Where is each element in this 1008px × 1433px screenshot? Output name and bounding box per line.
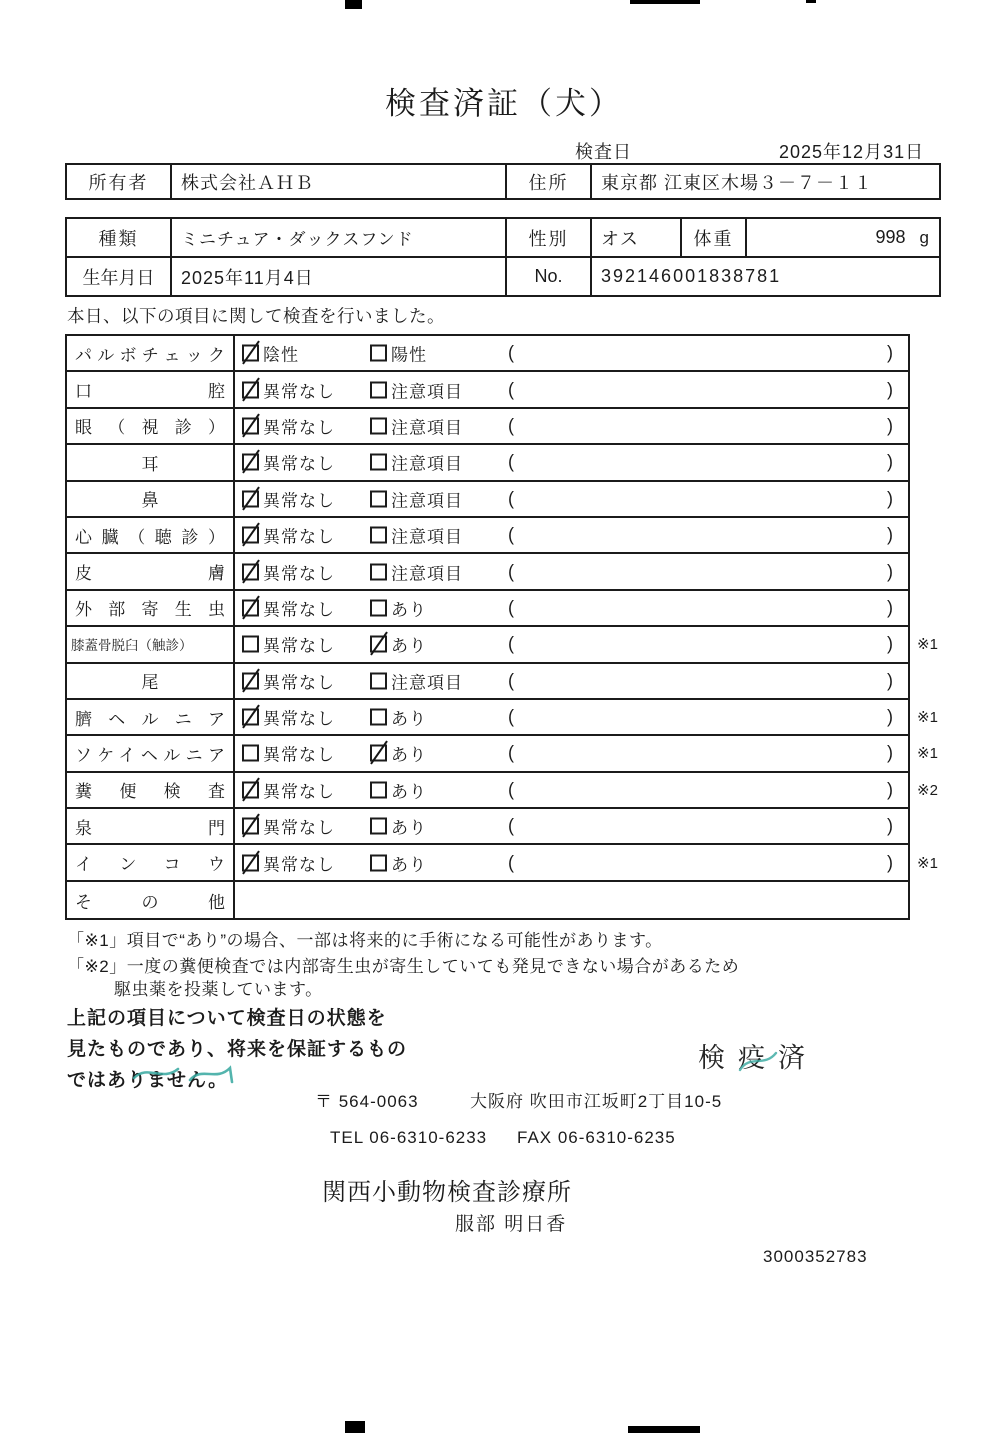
inspection-item-label-text: 泉門 — [75, 818, 225, 838]
checkbox-option — [370, 413, 463, 438]
inspection-item-label — [67, 664, 235, 698]
scan-artifact — [806, 0, 816, 3]
inspection-item-label — [67, 845, 235, 879]
footnote-ref: ※1 — [917, 745, 938, 763]
checkbox-icon — [370, 781, 387, 798]
inspection-row — [67, 482, 908, 518]
handwritten-check-mark — [370, 741, 388, 765]
result-paren-open: ( — [508, 415, 514, 436]
checkbox-option-label: 異常なし — [263, 818, 335, 838]
result-paren-close: ) — [887, 852, 893, 873]
result-paren-close: ) — [887, 379, 893, 400]
footnote-ref: ※1 — [917, 636, 938, 654]
result-paren-close: ) — [887, 597, 893, 618]
result-paren-close: ) — [887, 342, 893, 363]
checkbox-option — [242, 777, 335, 802]
inspection-item-label-text: パルボチェック — [75, 345, 225, 365]
checkbox-option — [370, 486, 463, 511]
result-paren-close: ) — [887, 670, 893, 691]
weight-label: 体重 — [682, 219, 747, 256]
inspection-row-content — [235, 336, 908, 370]
inspection-row — [67, 845, 938, 881]
inspection-row — [67, 809, 908, 845]
clinic-postal-code: 〒 564-0063 — [315, 1092, 419, 1111]
weight-value: 998 — [875, 227, 906, 247]
checkbox-option-label: 異常なし — [263, 709, 335, 729]
checkbox-icon — [242, 745, 259, 762]
checkbox-option-label: 異常なし — [263, 600, 335, 620]
result-paren-close: ) — [887, 779, 893, 800]
handwritten-check-mark — [242, 668, 260, 692]
checkbox-option — [242, 413, 335, 438]
checkbox-icon — [242, 345, 259, 362]
inspection-table — [65, 334, 938, 920]
result-paren-close: ) — [887, 633, 893, 654]
inspection-item-label — [67, 554, 235, 588]
checkbox-option — [370, 595, 427, 620]
checkbox-icon — [370, 345, 387, 362]
inspection-item-label — [67, 773, 235, 807]
checkbox-option — [242, 741, 335, 766]
result-paren-open: ( — [508, 633, 514, 654]
checkbox-option — [370, 523, 463, 548]
inspection-item-label-text: 皮膚 — [75, 564, 225, 584]
inspection-date-value: 2025年12月31日 — [779, 142, 925, 162]
inspection-item-label — [67, 627, 235, 661]
owner-label: 所有者 — [67, 165, 172, 198]
weight-value-cell — [747, 219, 939, 256]
checkbox-icon — [370, 417, 387, 434]
checkbox-option — [242, 486, 335, 511]
owner-table — [65, 163, 941, 200]
quarantine-stamp-text: 検疫済 — [698, 1043, 818, 1073]
checkbox-icon — [370, 636, 387, 653]
inspection-row — [67, 409, 908, 445]
checkbox-option-label: あり — [391, 782, 427, 802]
checkbox-icon — [242, 781, 259, 798]
checkbox-option — [242, 632, 335, 657]
inspection-item-label-text: 尾 — [141, 673, 159, 693]
checkbox-icon — [242, 381, 259, 398]
checkbox-icon — [242, 709, 259, 726]
no-value: 392146001838781 — [601, 266, 782, 286]
checkbox-icon — [370, 527, 387, 544]
owner-value: 株式会社ＡＨＢ — [172, 165, 507, 198]
checkbox-option-label: 注意項目 — [391, 491, 463, 511]
checkbox-option-label: あり — [391, 818, 427, 838]
inspection-row-content — [235, 700, 938, 734]
checkbox-option — [370, 741, 427, 766]
handwritten-check-mark — [242, 341, 260, 365]
checkbox-option-label: あり — [391, 709, 427, 729]
checkbox-icon — [242, 818, 259, 835]
breed-value: ミニチュア・ダックスフンド — [172, 219, 507, 256]
inspection-row — [67, 664, 908, 700]
checkbox-option-label: 異常なし — [263, 636, 335, 656]
handwritten-check-mark — [242, 705, 260, 729]
footnote-1: 「※1」項目で“あり”の場合、一部は将来的に手術になる可能性があります。 — [67, 931, 663, 950]
result-paren-open: ( — [508, 852, 514, 873]
inspection-item-label-text: インコウ — [75, 855, 225, 875]
inspection-date-label: 検査日 — [575, 142, 632, 162]
footnote-ref: ※2 — [917, 781, 938, 799]
result-paren-open: ( — [508, 379, 514, 400]
checkbox-option — [242, 523, 335, 548]
checkbox-option-label: 異常なし — [263, 454, 335, 474]
result-paren-close: ) — [887, 742, 893, 763]
inspection-item-label-text: 膝蓋骨脱臼（触診） — [71, 638, 193, 654]
checkbox-option-label: あり — [391, 745, 427, 765]
result-paren-open: ( — [508, 561, 514, 582]
handwritten-check-mark — [242, 777, 260, 801]
inspection-item-label-text: 臍ヘルニア — [75, 709, 225, 729]
result-paren-open: ( — [508, 597, 514, 618]
address-label: 住所 — [507, 165, 592, 198]
inspection-item-label-text: 耳 — [141, 454, 159, 474]
clinic-tel: TEL 06-6310-6233 — [330, 1128, 488, 1147]
checkbox-icon — [370, 563, 387, 580]
inspection-row — [67, 554, 908, 590]
pet-info-table — [65, 217, 941, 297]
scan-artifact — [345, 0, 362, 9]
checkbox-icon — [242, 672, 259, 689]
inspection-row-content — [235, 518, 908, 552]
footnote-2: 「※2」一度の糞便検査では内部寄生虫が寄生していても発見できない場合があるため — [67, 957, 740, 976]
footnote-3: 駆虫薬を投薬しています。 — [114, 980, 323, 999]
handwritten-check-mark — [242, 486, 260, 510]
address-value: 東京都 江東区木場３－７－１１ — [601, 172, 873, 193]
sex-value: オス — [592, 219, 682, 256]
page-title: 検査済証（犬） — [385, 86, 623, 121]
result-paren-open: ( — [508, 451, 514, 472]
checkbox-option-label: 注意項目 — [391, 673, 463, 693]
checkbox-icon — [242, 490, 259, 507]
scan-artifact — [345, 1421, 365, 1433]
checkbox-option-label: 陰性 — [263, 345, 299, 365]
checkbox-option — [370, 450, 463, 475]
checkbox-option — [370, 814, 427, 839]
checkbox-option-label: 異常なし — [263, 745, 335, 765]
inspection-row — [67, 882, 908, 918]
inspection-row — [67, 372, 908, 408]
checkbox-option — [242, 668, 335, 693]
checkbox-icon — [242, 454, 259, 471]
disclaimer-line: 見たものであり、将来を保証するもの — [67, 1039, 408, 1060]
inspection-item-label-text: 心臓（聴診） — [75, 527, 225, 547]
inspection-item-label-text: 眼（視診） — [75, 418, 225, 438]
checkbox-icon — [242, 636, 259, 653]
inspection-item-label — [67, 591, 235, 625]
inspection-row-content — [235, 773, 938, 807]
breed-label: 種類 — [67, 219, 172, 256]
checkbox-icon — [370, 672, 387, 689]
result-paren-open: ( — [508, 815, 514, 836]
checkbox-option — [242, 450, 335, 475]
clinic-representative: 服部 明日香 — [455, 1214, 568, 1235]
checkbox-icon — [242, 563, 259, 580]
clinic-name: 関西小動物検査診療所 — [322, 1179, 572, 1206]
checkbox-option-label: 異常なし — [263, 491, 335, 511]
inspection-item-label — [67, 809, 235, 843]
checkbox-icon — [370, 490, 387, 507]
inspection-item-label — [67, 882, 235, 918]
handwritten-check-mark — [242, 595, 260, 619]
checkbox-option-label: 注意項目 — [391, 564, 463, 584]
checkbox-option-label: あり — [391, 855, 427, 875]
checkbox-option — [242, 595, 335, 620]
inspection-row-content — [235, 809, 908, 843]
handwritten-check-mark — [242, 523, 260, 547]
checkbox-icon — [370, 381, 387, 398]
stamp-ink-mark — [736, 1048, 780, 1076]
inspection-row — [67, 445, 908, 481]
checkbox-option-label: あり — [391, 636, 427, 656]
checkbox-option-label: あり — [391, 600, 427, 620]
inspection-item-label — [67, 372, 235, 406]
checkbox-option — [370, 850, 427, 875]
result-paren-open: ( — [508, 670, 514, 691]
result-paren-close: ) — [887, 488, 893, 509]
checkbox-option — [242, 850, 335, 875]
inspection-row-content — [235, 409, 908, 443]
inspection-item-label-text: 口腔 — [75, 382, 225, 402]
inspection-row-content — [235, 882, 908, 918]
scan-artifact — [628, 1426, 700, 1433]
inspection-row — [67, 336, 908, 372]
inspection-row-content — [235, 627, 938, 661]
disclaimer-line: 上記の項目について検査日の状態を — [67, 1008, 387, 1029]
handwritten-check-mark — [242, 413, 260, 437]
result-paren-open: ( — [508, 706, 514, 727]
checkbox-option — [242, 705, 335, 730]
inspection-item-label — [67, 445, 235, 479]
inspection-row — [67, 700, 938, 736]
clinic-address: 大阪府 吹田市江坂町2丁目10-5 — [470, 1092, 723, 1111]
result-paren-close: ) — [887, 561, 893, 582]
checkbox-icon — [242, 854, 259, 871]
checkbox-option — [370, 668, 463, 693]
inspection-row — [67, 518, 908, 554]
inspection-item-label-text: その他 — [75, 892, 225, 912]
inspection-row — [67, 591, 908, 627]
footnote-ref: ※1 — [917, 709, 938, 727]
inspection-item-label — [67, 482, 235, 516]
inspection-item-label — [67, 409, 235, 443]
checkbox-option — [242, 814, 335, 839]
checkbox-option — [370, 341, 427, 366]
checkbox-icon — [370, 709, 387, 726]
checkbox-icon — [370, 854, 387, 871]
inspection-item-label-text: 鼻 — [141, 491, 159, 511]
inspection-item-label — [67, 518, 235, 552]
inspection-row-content — [235, 845, 938, 879]
checkbox-option — [370, 777, 427, 802]
handwritten-check-mark — [242, 450, 260, 474]
checkbox-option-label: 異常なし — [263, 855, 335, 875]
checkbox-option — [370, 559, 463, 584]
intro-text: 本日、以下の項目に関して検査を行いました。 — [67, 306, 445, 326]
checkbox-icon — [242, 527, 259, 544]
checkbox-option-label: 異常なし — [263, 564, 335, 584]
checkbox-option-label: 注意項目 — [391, 418, 463, 438]
checkbox-option-label: 異常なし — [263, 527, 335, 547]
sex-label: 性別 — [507, 219, 592, 256]
checkbox-option-label: 注意項目 — [391, 454, 463, 474]
result-paren-close: ) — [887, 706, 893, 727]
scan-artifact — [630, 0, 700, 4]
checkbox-icon — [242, 599, 259, 616]
inspection-item-label-text: ソケイヘルニア — [75, 745, 225, 765]
inspection-item-label — [67, 736, 235, 770]
checkbox-icon — [370, 454, 387, 471]
inspection-row-content — [235, 591, 908, 625]
result-paren-open: ( — [508, 524, 514, 545]
inspection-item-label-text: 外部寄生虫 — [75, 600, 225, 620]
inspection-row-content — [235, 482, 908, 516]
handwritten-check-mark — [242, 850, 260, 874]
checkbox-option-label: 異常なし — [263, 782, 335, 802]
inspection-row — [67, 773, 938, 809]
inspection-item-label — [67, 336, 235, 370]
footnote-ref: ※1 — [917, 854, 938, 872]
handwritten-check-mark — [242, 559, 260, 583]
inspection-item-label-text: 糞便検査 — [75, 782, 225, 802]
result-paren-open: ( — [508, 742, 514, 763]
clinic-fax: FAX 06-6310-6235 — [517, 1128, 676, 1147]
checkbox-option-label: 陽性 — [391, 345, 427, 365]
birth-label: 生年月日 — [67, 258, 172, 295]
checkbox-option-label: 異常なし — [263, 382, 335, 402]
checkbox-option — [370, 632, 427, 657]
checkbox-option — [370, 377, 463, 402]
result-paren-close: ) — [887, 451, 893, 472]
no-label: No. — [507, 258, 592, 295]
inspection-row — [67, 627, 938, 663]
inspection-row-content — [235, 664, 908, 698]
checkbox-icon — [370, 599, 387, 616]
stamp-ink-mark — [128, 1056, 258, 1088]
checkbox-option — [242, 377, 335, 402]
serial-number: 3000352783 — [763, 1247, 868, 1266]
handwritten-check-mark — [370, 632, 388, 656]
handwritten-check-mark — [242, 814, 260, 838]
checkbox-option-label: 注意項目 — [391, 382, 463, 402]
checkbox-option — [242, 559, 335, 584]
checkbox-option — [242, 341, 299, 366]
inspection-row-content — [235, 736, 938, 770]
result-paren-open: ( — [508, 488, 514, 509]
checkbox-option-label: 注意項目 — [391, 527, 463, 547]
inspection-item-label — [67, 700, 235, 734]
checkbox-option — [370, 705, 427, 730]
inspection-row-content — [235, 372, 908, 406]
checkbox-icon — [242, 417, 259, 434]
checkbox-option-label: 異常なし — [263, 418, 335, 438]
inspection-row-content — [235, 554, 908, 588]
checkbox-option-label: 異常なし — [263, 673, 335, 693]
disclaimer-line: ではありません。 — [67, 1070, 229, 1091]
checkbox-icon — [370, 745, 387, 762]
result-paren-close: ) — [887, 524, 893, 545]
result-paren-open: ( — [508, 779, 514, 800]
result-paren-close: ) — [887, 415, 893, 436]
handwritten-check-mark — [242, 377, 260, 401]
birth-value: 2025年11月4日 — [172, 258, 507, 295]
inspection-row — [67, 736, 938, 772]
inspection-row-content — [235, 445, 908, 479]
checkbox-icon — [370, 818, 387, 835]
weight-unit: g — [919, 227, 929, 247]
result-paren-open: ( — [508, 342, 514, 363]
result-paren-close: ) — [887, 815, 893, 836]
